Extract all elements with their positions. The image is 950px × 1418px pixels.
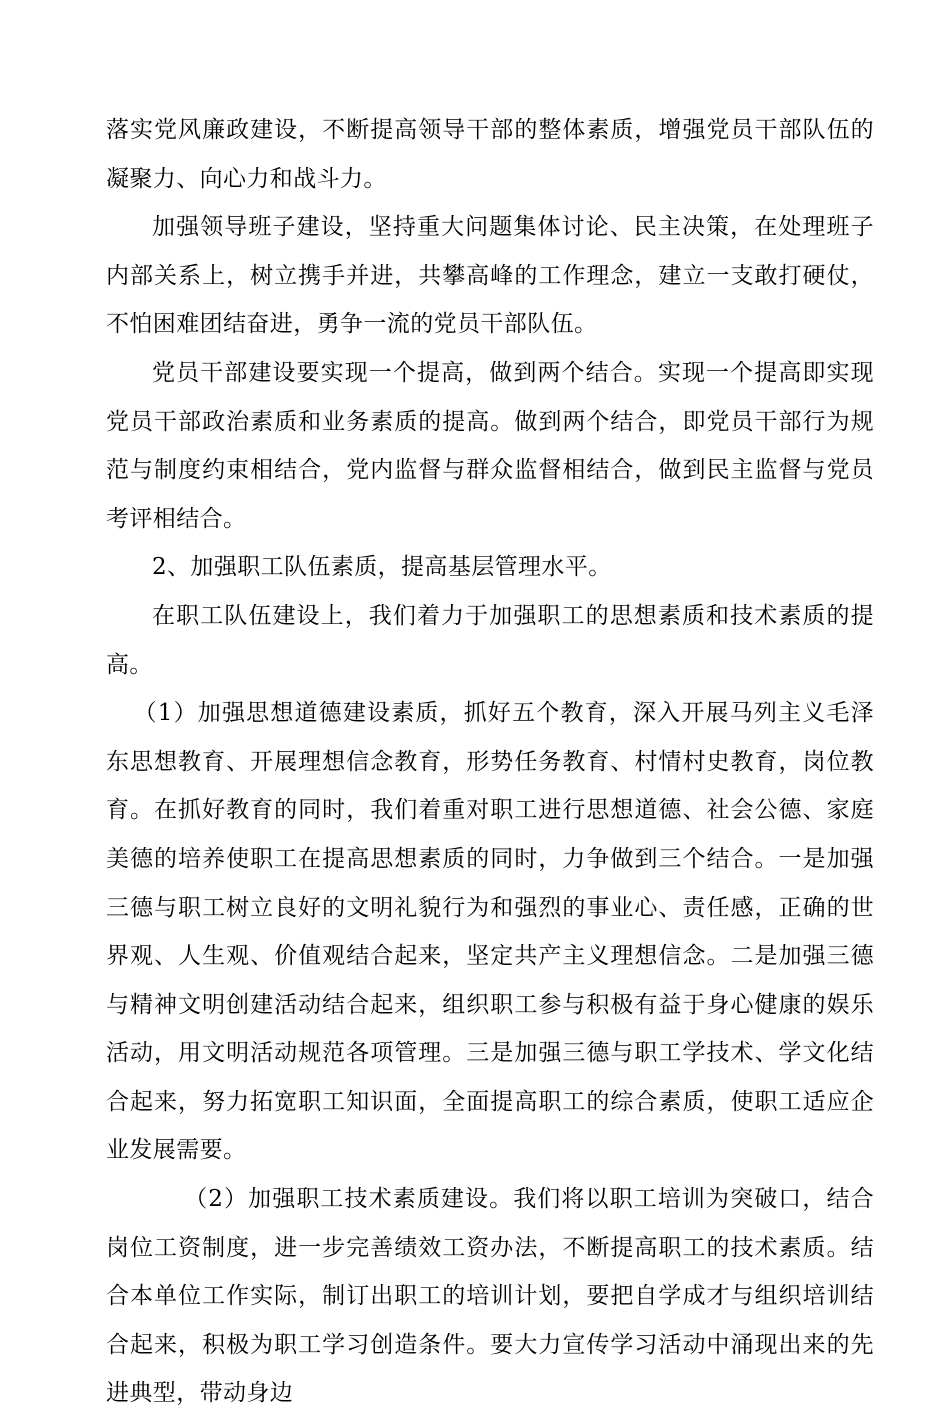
document-body xyxy=(106,106,874,1418)
paragraph-3: 党员干部建设要实现一个提高，做到两个结合。实现一个提高即实现党员干部政治素质和业务素质的提高。做到两个结合，即党员干部行为规范与制度约束相结合，党内监督与群众监督相结合，做到民主监督与党员考评相结合。 xyxy=(106,359,874,532)
section-heading-2: 2、加强职工队伍素质，提高基层管理水平。 xyxy=(152,554,612,581)
paragraph-1: 落实党风廉政建设，不断提高领导干部的整体素质，增强党员干部队伍的凝聚力、向心力和战斗力。 xyxy=(106,117,874,192)
paragraph-4: 在职工队伍建设上，我们着力于加强职工的思想素质和技术素质的提高。 xyxy=(106,602,874,678)
paragraph-6: （2）加强职工技术素质建设。我们将以职工培训为突破口，结合岗位工资制度，进一步完善绩效工资办法，不断提高职工的技术素质。结合本单位工作实际，制订出职工的培训计划，要把自学成才与组织培训结合起来，积极为职工学习创造条件。要大力宣传学习活动中涌现出来的先进典型，带动身边 xyxy=(106,1186,874,1407)
paragraph-5: （1）加强思想道德建设素质，抓好五个教育，深入开展马列主义毛泽东思想教育、开展理想信念教育，形势任务教育、村情村史教育，岗位教育。在抓好教育的同时，我们着重对职工进行思想道德、社会公德、家庭美德的培养使职工在提高思想素质的同时，力争做到三个结合。一是加强三德与职工树立良好的文明礼貌行为和强烈的事业心、责任感，正确的世界观、人生观、价值观结合起来，坚定共产主义理想信念。二是加强三德与精神文明创建活动结合起来，组织职工参与积极有益于身心健康的娱乐活动，用文明活动规范各项管理。三是加强三德与职工学技术、学文化结合起来，努力拓宽职工知识面，全面提高职工的综合素质，使职工适应企业发展需要。 xyxy=(106,700,874,1164)
paragraph-2: 加强领导班子建设，坚持重大问题集体讨论、民主决策，在处理班子内部关系上，树立携手并进，共攀高峰的工作理念，建立一支敢打硬仗，不怕困难团结奋进，勇争一流的党员干部队伍。 xyxy=(106,214,874,338)
